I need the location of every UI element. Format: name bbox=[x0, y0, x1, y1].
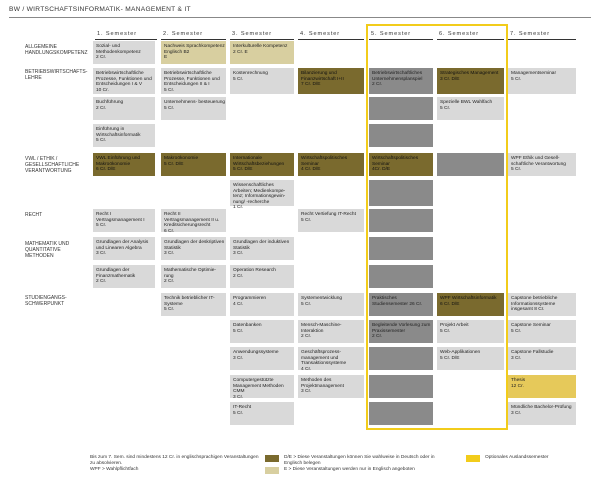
course-cell bbox=[93, 265, 155, 288]
course-title: Recht II Vertragsmanagement II u. Kreditsicherungsrecht bbox=[164, 212, 220, 229]
course-title: Betriebswirtschaftliches Unternehmensplanspiel bbox=[372, 71, 423, 82]
course-cell bbox=[437, 347, 504, 370]
course-cell bbox=[93, 237, 155, 260]
course-cell bbox=[230, 180, 294, 211]
course-title: Begleitende Vorlesung zum Praxissemester bbox=[372, 323, 431, 334]
legend-swatch-de bbox=[265, 455, 279, 462]
course-credits: 3 Cr. bbox=[233, 355, 244, 361]
course-credits: 6 Cr. D/E bbox=[440, 301, 460, 307]
course-title: Spezielle BWL Wahlfach bbox=[440, 100, 493, 105]
course-title: WPF Ethik und Gesell- schaftliche Verantwortung bbox=[511, 156, 566, 167]
course-cell-empty bbox=[369, 180, 433, 206]
course-cell bbox=[230, 347, 294, 370]
course-credits: 4 Cr. bbox=[301, 366, 312, 372]
course-cell-empty bbox=[369, 209, 433, 232]
course-credits: 5 Cr. bbox=[164, 87, 175, 93]
course-credits: 2 Cr. bbox=[96, 55, 107, 61]
course-cell bbox=[508, 375, 576, 398]
course-title: Sozial- und Methodenkompetenz bbox=[96, 44, 141, 55]
course-title: Systementwicklung bbox=[301, 296, 343, 301]
course-cell bbox=[369, 293, 433, 316]
course-cell bbox=[369, 68, 433, 94]
course-credits: 3 Cr. bbox=[233, 394, 244, 400]
course-credits: 3 Cr. bbox=[164, 251, 175, 257]
course-cell-empty bbox=[437, 153, 504, 176]
course-title: Anwendungssysteme bbox=[233, 350, 279, 355]
course-cell-empty bbox=[369, 124, 433, 147]
course-title: Methoden des Projektmanagement bbox=[301, 378, 344, 389]
course-credits: 5 Cr. bbox=[233, 328, 244, 334]
course-cell-empty bbox=[369, 347, 433, 370]
course-credits: 6 Cr. bbox=[164, 228, 175, 234]
course-title: VWL Einführung und Makroökonomie bbox=[96, 156, 141, 167]
course-title: Operation Research bbox=[233, 268, 276, 273]
course-title: Grundlagen der Analysis und Linearen Algebra bbox=[96, 240, 149, 251]
course-credits: 3 Cr. D/E bbox=[440, 76, 460, 82]
semester-header-3: 3. Semester bbox=[230, 31, 294, 40]
course-credits: 4Cr. D/E bbox=[372, 167, 391, 173]
course-credits: 3 Cr. bbox=[301, 389, 312, 395]
course-title: Buchführung bbox=[96, 100, 124, 105]
course-credits: 5 Cr. bbox=[301, 301, 312, 307]
course-title: Programmieren bbox=[233, 296, 267, 301]
course-credits: 1 Cr. bbox=[233, 205, 244, 211]
course-credits: 3 Cr. bbox=[96, 251, 107, 257]
course-title: Computergestützte Management Methoden CMM bbox=[233, 378, 284, 395]
course-title: Projekt Arbeit bbox=[440, 323, 469, 328]
legend-swatch-e bbox=[265, 467, 279, 474]
course-credits: 5 Cr. bbox=[233, 76, 244, 82]
course-title: Unternehmens- besteuerung bbox=[164, 100, 226, 105]
course-cell bbox=[161, 265, 226, 288]
course-credits: 2 Cr. bbox=[233, 273, 244, 279]
course-credits: 5 Cr. bbox=[440, 105, 451, 111]
course-cell bbox=[298, 153, 364, 176]
course-title: Interkulturelle Kompetenz bbox=[233, 44, 288, 49]
course-title: Mündliche Bachelor-Prüfung bbox=[511, 405, 572, 410]
course-cell bbox=[161, 293, 226, 316]
course-cell bbox=[298, 320, 364, 343]
legend-ausland: Optionales Auslandssemester bbox=[485, 455, 549, 460]
course-cell bbox=[161, 209, 226, 232]
course-cell-empty bbox=[369, 375, 433, 398]
course-cell bbox=[369, 320, 433, 343]
course-title: Grundlagen der Finanzmathematik bbox=[96, 268, 136, 279]
course-title: Bilanzierung und Finanzwirtschaft I+II bbox=[301, 71, 344, 82]
row-label-recht: RECHT bbox=[25, 212, 43, 218]
course-title: Nachweis Sprachkompetenz Englisch B2 bbox=[164, 44, 225, 55]
course-credits: 5 Cr. D/E bbox=[233, 167, 253, 173]
course-credits: 5 Cr. bbox=[511, 167, 522, 173]
course-cell-empty bbox=[369, 402, 433, 425]
course-cell bbox=[437, 68, 504, 94]
course-title: Internationale Wirtschaftsbeziehungen bbox=[233, 156, 285, 167]
course-cell bbox=[93, 97, 155, 120]
course-credits: 5 Cr. bbox=[96, 138, 107, 144]
course-title: Capstone Fallstudie bbox=[511, 350, 554, 355]
course-cell bbox=[298, 68, 364, 94]
course-title: Strategisches Management bbox=[440, 71, 499, 76]
course-title: Praktisches Studiensemester 26 Cr. bbox=[372, 296, 423, 307]
course-title: Geschäftsprozess- management und Transaktionssysteme bbox=[301, 350, 347, 367]
course-cell bbox=[508, 153, 576, 176]
course-cell bbox=[230, 153, 294, 176]
course-title: Grundlagen der deskriptiven Statistik bbox=[164, 240, 225, 251]
title-divider bbox=[9, 17, 591, 18]
course-cell bbox=[437, 97, 504, 120]
course-cell bbox=[298, 293, 364, 316]
course-title: IT-Recht bbox=[233, 405, 252, 410]
course-credits: 2 Cr. E bbox=[233, 49, 248, 55]
course-title: Kostenrechnung bbox=[233, 71, 268, 76]
course-cell bbox=[161, 97, 226, 120]
course-title: Capstone betriebliche Informationssysteme insgesamt 8 Cr. bbox=[511, 296, 558, 313]
course-credits: 2 Cr. bbox=[301, 334, 312, 340]
semester-header-2: 2. Semester bbox=[161, 31, 226, 40]
course-cell bbox=[161, 237, 226, 260]
course-credits: 4 Cr. D/E bbox=[301, 167, 321, 173]
course-cell bbox=[161, 153, 226, 176]
semester-header-4: 4. Semester bbox=[298, 31, 364, 40]
course-cell bbox=[230, 68, 294, 94]
course-title: Capstone Seminar bbox=[511, 323, 551, 328]
footnote-wpf: WPF > Wahlpflichtfach bbox=[90, 467, 139, 472]
course-credits: 2 Cr. bbox=[372, 82, 383, 88]
course-credits: 2 Cr. bbox=[96, 105, 107, 111]
course-credits: 5 Cr. bbox=[301, 217, 312, 223]
course-credits: 7 Cr. D/E bbox=[301, 82, 321, 88]
course-cell bbox=[437, 320, 504, 343]
course-cell-empty bbox=[369, 97, 433, 120]
course-title: Wissenschaftliches Arbeiten; Medienkompe- tenz; Informationsgewin- nung/ -recherche bbox=[233, 183, 286, 205]
course-credits: 2 Cr. bbox=[164, 279, 175, 285]
course-credits: 6 Cr. D/E bbox=[96, 167, 116, 173]
semester-header-6: 6. Semester bbox=[437, 31, 504, 40]
course-credits: 5 Cr. bbox=[440, 328, 451, 334]
course-title: Einführung in Wirtschaftsinformatik bbox=[96, 127, 141, 138]
course-title: Technik betrieblicher IT-Systeme bbox=[164, 296, 215, 307]
course-cell bbox=[298, 375, 364, 398]
course-title: Betriebswirtschaftliche Prozesse, Funktionen und Entscheidungen II & I bbox=[164, 71, 220, 88]
course-credits: E bbox=[164, 55, 168, 61]
course-credits: 2 Cr. bbox=[372, 334, 383, 340]
course-cell bbox=[93, 124, 155, 147]
course-cell bbox=[230, 265, 294, 288]
course-title: Recht I Vertragsmanagement I bbox=[96, 212, 145, 223]
course-credits: 5 Cr. bbox=[96, 223, 107, 229]
course-credits: 5 Cr. bbox=[164, 307, 175, 313]
course-credits: 3 Cr. bbox=[233, 251, 244, 257]
course-cell bbox=[230, 237, 294, 260]
course-credits: 3 Cr. bbox=[511, 410, 522, 416]
course-cell bbox=[230, 293, 294, 316]
course-title: Recht Vertiefung IT-Recht bbox=[301, 212, 356, 217]
course-title: Betriebswirtschaftliche Prozesse, Funktionen und Entscheidungen I & V bbox=[96, 71, 152, 88]
course-cell bbox=[93, 41, 155, 64]
course-cell-empty bbox=[369, 265, 433, 288]
course-cell bbox=[161, 41, 226, 64]
course-cell bbox=[298, 347, 364, 370]
course-title: Thesis bbox=[511, 378, 526, 383]
legend-de: D/E > Diese Veranstaltungen können Sie wahlweise in Deutsch oder in Englisch belegen bbox=[284, 455, 435, 466]
legend-e: E > Diese Veranstaltungen werden nur in Englisch angeboten bbox=[284, 467, 415, 472]
course-cell bbox=[437, 293, 504, 316]
course-cell bbox=[508, 402, 576, 425]
page-title: BW / WIRTSCHAFTSINFORMATIK- MANAGEMENT & IT bbox=[9, 6, 191, 13]
semester-header-7: 7. Semester bbox=[508, 31, 576, 40]
course-credits: 5 Cr. D/E bbox=[164, 161, 184, 167]
course-credits: 5 Cr. D/E bbox=[440, 355, 460, 361]
course-title: Datenbanken bbox=[233, 323, 262, 328]
course-cell bbox=[298, 209, 364, 232]
course-cell bbox=[93, 209, 155, 232]
course-cell bbox=[369, 153, 433, 176]
course-cell bbox=[93, 153, 155, 176]
course-cell bbox=[508, 347, 576, 370]
footnote-english: Bis zum 7. Sem. sind mindestens 12 Cr. in englischsprachigen Veranstaltungen zu absolvieren. bbox=[90, 455, 259, 466]
course-cell bbox=[230, 41, 294, 64]
course-credits: 2 Cr. bbox=[96, 279, 107, 285]
course-credits: 3 Cr. bbox=[511, 355, 522, 361]
course-title: Mensch-Maschine- Interaktion bbox=[301, 323, 342, 334]
row-label-bwl: BETRIEBSWIRTSCHAFTS- LEHRE bbox=[25, 69, 88, 81]
course-cell bbox=[93, 68, 155, 94]
course-cell bbox=[230, 402, 294, 425]
course-cell-empty bbox=[369, 237, 433, 260]
row-label-mathematik: MATHEMATIK UND QUANTITATIVE METHODEN bbox=[25, 241, 70, 259]
course-credits: 12 Cr. bbox=[511, 383, 524, 389]
course-cell bbox=[508, 68, 576, 94]
semester-header-1: 1. Semester bbox=[95, 31, 157, 40]
course-title: Wirtschaftspolitisches Seminar bbox=[301, 156, 348, 167]
row-label-schwerpunkt: STUDIENGANGS- SCHWERPUNKT bbox=[25, 295, 67, 307]
course-title: Mathematische Optimie- rung bbox=[164, 268, 216, 279]
legend-swatch-ausland bbox=[466, 455, 480, 462]
row-label-handlungskompetenz: ALLGEMEINE HANDLUNGSKOMPETENZ bbox=[25, 44, 88, 56]
course-credits: 5 Cr. bbox=[164, 105, 175, 111]
course-credits: 5 Cr. bbox=[511, 328, 522, 334]
course-cell bbox=[508, 293, 576, 316]
course-credits: 4 Cr. bbox=[233, 301, 244, 307]
course-title: WPF Wirtschaftsinformatik bbox=[440, 296, 497, 301]
row-label-vwl: VWL / ETHIK / GESELLSCHAFTLICHE VERANTWORTUNG bbox=[25, 156, 80, 174]
course-title: Web-Applikationen bbox=[440, 350, 481, 355]
course-credits: 10 Cr. bbox=[96, 87, 109, 93]
course-cell bbox=[508, 320, 576, 343]
course-title: Grundlagen der induktiven Statistik bbox=[233, 240, 290, 251]
course-credits: 5 Cr. bbox=[511, 76, 522, 82]
course-cell bbox=[161, 68, 226, 94]
course-cell bbox=[230, 375, 294, 398]
course-cell bbox=[230, 320, 294, 343]
course-title: Managementseminar bbox=[511, 71, 557, 76]
course-title: Makroökonomie bbox=[164, 156, 199, 161]
course-title: Wirtschaftspolitisches Seminar bbox=[372, 156, 419, 167]
semester-header-5: 5. Semester bbox=[369, 31, 433, 40]
course-credits: 5 Cr. bbox=[233, 410, 244, 416]
